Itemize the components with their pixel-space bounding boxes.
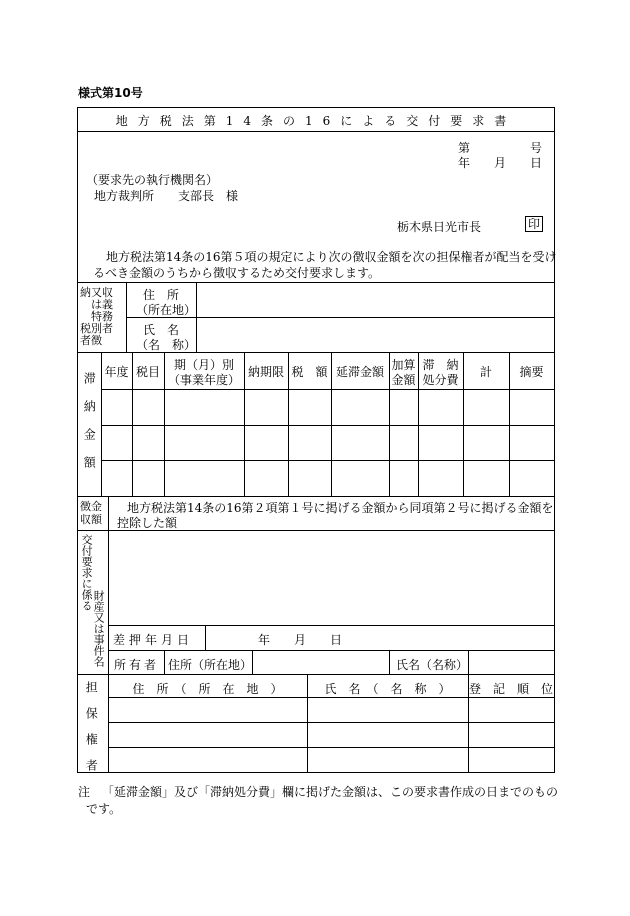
taxpayer-address-sub: （所在地） [136, 303, 197, 317]
issuer: 栃木県日光市長 [397, 220, 482, 234]
security-col-name: 氏 名 （ 名 称 ） [324, 682, 451, 696]
date-year: 年 [458, 156, 471, 170]
col-disposition: 滞 納 [422, 358, 459, 372]
taxpayer-name-sub: （名 称） [136, 338, 197, 352]
security-side-label: 担保権者 [84, 681, 99, 785]
security-col-rank: 登 記 順 位 [468, 682, 553, 696]
owner-name-label: 氏名（名称） [396, 658, 469, 672]
number-suffix: 号 [530, 141, 543, 155]
col-disposition-sub: 処分費 [422, 373, 459, 387]
seizure-date-label: 差押年月日 [113, 633, 194, 647]
col-fiscal-year: 年度 [104, 365, 129, 379]
owner-label: 所有者 [114, 658, 160, 672]
deduction-side-label: 徴金収額 [80, 500, 102, 526]
taxpayer-name-label: 氏 名 [143, 323, 180, 337]
taxpayer-side-label: 納又収 は義 特務 税別者 者徴 [80, 286, 113, 347]
deduction-text-line1: 地方税法第14条の16第２項第１号に掲げる金額から同項第２号に掲げる金額を [127, 501, 554, 515]
seizure-month: 月 [294, 633, 307, 647]
col-period: 期（月）別 [173, 358, 234, 372]
col-additional: 加算 [391, 358, 416, 372]
date-day: 日 [530, 156, 543, 170]
note-line2: です。 [86, 802, 122, 816]
number-label: 第 [458, 141, 471, 155]
body-text-line1: 地方税法第14条の16第５項の規定により次の徴収金額を次の担保権者が配当を受け [106, 250, 557, 264]
property-side-label: 交付要求に係る [80, 534, 94, 611]
owner-address-label: 住所（所在地） [168, 658, 253, 672]
date-month: 月 [494, 156, 507, 170]
body-text-line2: るべき金額のうちから徴収するため交付要求します。 [93, 266, 381, 280]
col-total: 計 [479, 365, 492, 379]
col-period-sub: （事業年度） [167, 373, 240, 387]
form-number: 様式第10号 [78, 86, 143, 100]
col-due-date: 納期限 [247, 365, 284, 379]
recipient-label: （要求先の執行機関名） [86, 173, 219, 187]
taxpayer-address-label: 住 所 [143, 288, 180, 302]
property-side-label2: 財産又は事件名 [92, 590, 106, 667]
deduction-text-line2: 控除した額 [117, 516, 178, 530]
col-additional-sub: 金額 [391, 373, 416, 387]
seal-mark: 印 [525, 216, 543, 232]
note-line1: 「延滞金額」及び「滞納処分費」欄に掲げた金額は、この要求書作成の日までのもの [102, 785, 559, 799]
col-tax-amount: 税 額 [291, 365, 328, 379]
recipient: 地方裁判所 支部長 様 [94, 189, 239, 203]
seizure-year: 年 [258, 633, 271, 647]
seizure-day: 日 [330, 633, 343, 647]
arrears-side-label: 滞納金額 [82, 372, 97, 484]
form-title: 地方税法第14条の16による交付要求書 [115, 114, 517, 128]
security-col-address: 住 所 （ 所 在 地 ） [132, 682, 283, 696]
col-tax-item: 税目 [135, 365, 160, 379]
note-label: 注 [78, 785, 91, 799]
col-remarks: 摘要 [519, 365, 544, 379]
col-late-fee: 延滞金額 [335, 365, 384, 379]
